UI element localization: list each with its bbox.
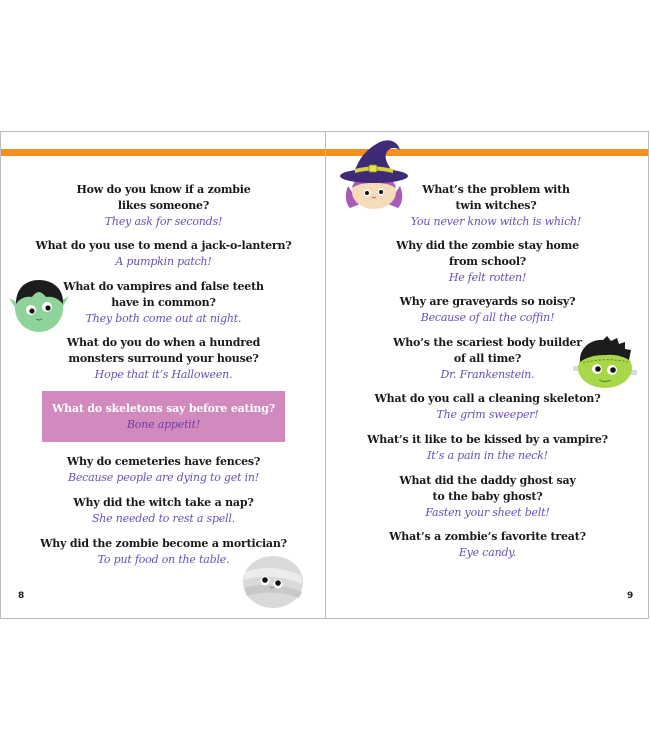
frankenstein-face-icon (573, 336, 637, 390)
joke-answer: Because people are dying to get in! (67, 471, 260, 484)
joke-answer: To put food on the table. (97, 553, 230, 566)
joke-answer: The grim sweeper! (436, 408, 539, 421)
joke-answer: They ask for seconds! (104, 215, 223, 228)
joke-question: from school? (448, 255, 527, 268)
joke-answer: Hope that it’s Halloween. (94, 368, 233, 381)
joke-question: What do skeletons say before eating? (52, 402, 275, 415)
joke-item (336, 432, 639, 464)
joke-question: Why did the zombie stay home (396, 239, 579, 252)
joke-question: What did the daddy ghost say (399, 474, 576, 487)
joke-question: What do you use to mend a jack-o-lantern? (35, 239, 292, 252)
joke-item (336, 391, 639, 423)
joke-answer: He felt rotten! (448, 271, 527, 284)
highlighted-joke-box (42, 391, 285, 442)
joke-item (366, 294, 609, 326)
joke-item (366, 473, 609, 521)
joke-question: What’s a zombie’s favorite treat? (389, 530, 586, 543)
joke-question: Why did the zombie become a mortician? (40, 537, 287, 550)
joke-answer: Eye candy. (458, 546, 517, 559)
joke-item (56, 279, 271, 327)
joke-answer: It’s a pain in the neck! (427, 449, 548, 462)
joke-question: likes someone? (117, 199, 210, 212)
joke-question: have in common? (111, 296, 216, 309)
joke-question: twin witches? (455, 199, 537, 212)
joke-question: What do you call a cleaning skeleton? (374, 392, 601, 405)
joke-question: What’s it like to be kissed by a vampire? (367, 433, 608, 446)
joke-answer: You never know witch is which! (410, 215, 582, 228)
joke-answer: Because of all the coffin! (420, 311, 555, 324)
joke-question: of all time? (453, 352, 522, 365)
joke-item (386, 182, 606, 230)
joke-question: What do vampires and false teeth (63, 280, 264, 293)
joke-answer: A pumpkin patch! (115, 255, 212, 268)
joke-question: Why are graveyards so noisy? (399, 295, 576, 308)
joke-question: to the baby ghost? (432, 490, 543, 503)
joke-question: Why did the witch take a nap? (73, 496, 254, 509)
joke-answer: They both come out at night. (85, 312, 242, 325)
joke-item (346, 529, 629, 561)
mummy-face-icon (241, 554, 305, 610)
vampire-face-icon (6, 276, 72, 334)
joke-question: What’s the problem with (422, 183, 570, 196)
joke-answer: Bone appetit! (126, 418, 201, 431)
orange-header-bar (1, 149, 325, 156)
book-spread (0, 131, 650, 619)
joke-question: How do you know if a zombie (76, 183, 251, 196)
page-number: 9 (627, 591, 634, 601)
page-number: 8 (18, 591, 25, 601)
right-page (326, 131, 649, 619)
joke-question: What do you do when a hundred (66, 336, 261, 349)
left-page (0, 131, 326, 619)
joke-item (42, 182, 285, 230)
joke-question: Why do cemeteries have fences? (66, 455, 261, 468)
joke-item (21, 495, 306, 527)
joke-item (21, 238, 306, 270)
joke-answer: Dr. Frankenstein. (440, 368, 535, 381)
witch-face-icon (338, 138, 410, 212)
joke-answer: She needed to rest a spell. (91, 512, 236, 525)
joke-question: Who’s the scariest body builder (393, 336, 582, 349)
joke-item (366, 238, 609, 286)
joke-answer: Fasten your sheet belt! (425, 506, 550, 519)
joke-item (21, 454, 306, 486)
joke-item (42, 335, 285, 383)
joke-question: monsters surround your house? (68, 352, 259, 365)
